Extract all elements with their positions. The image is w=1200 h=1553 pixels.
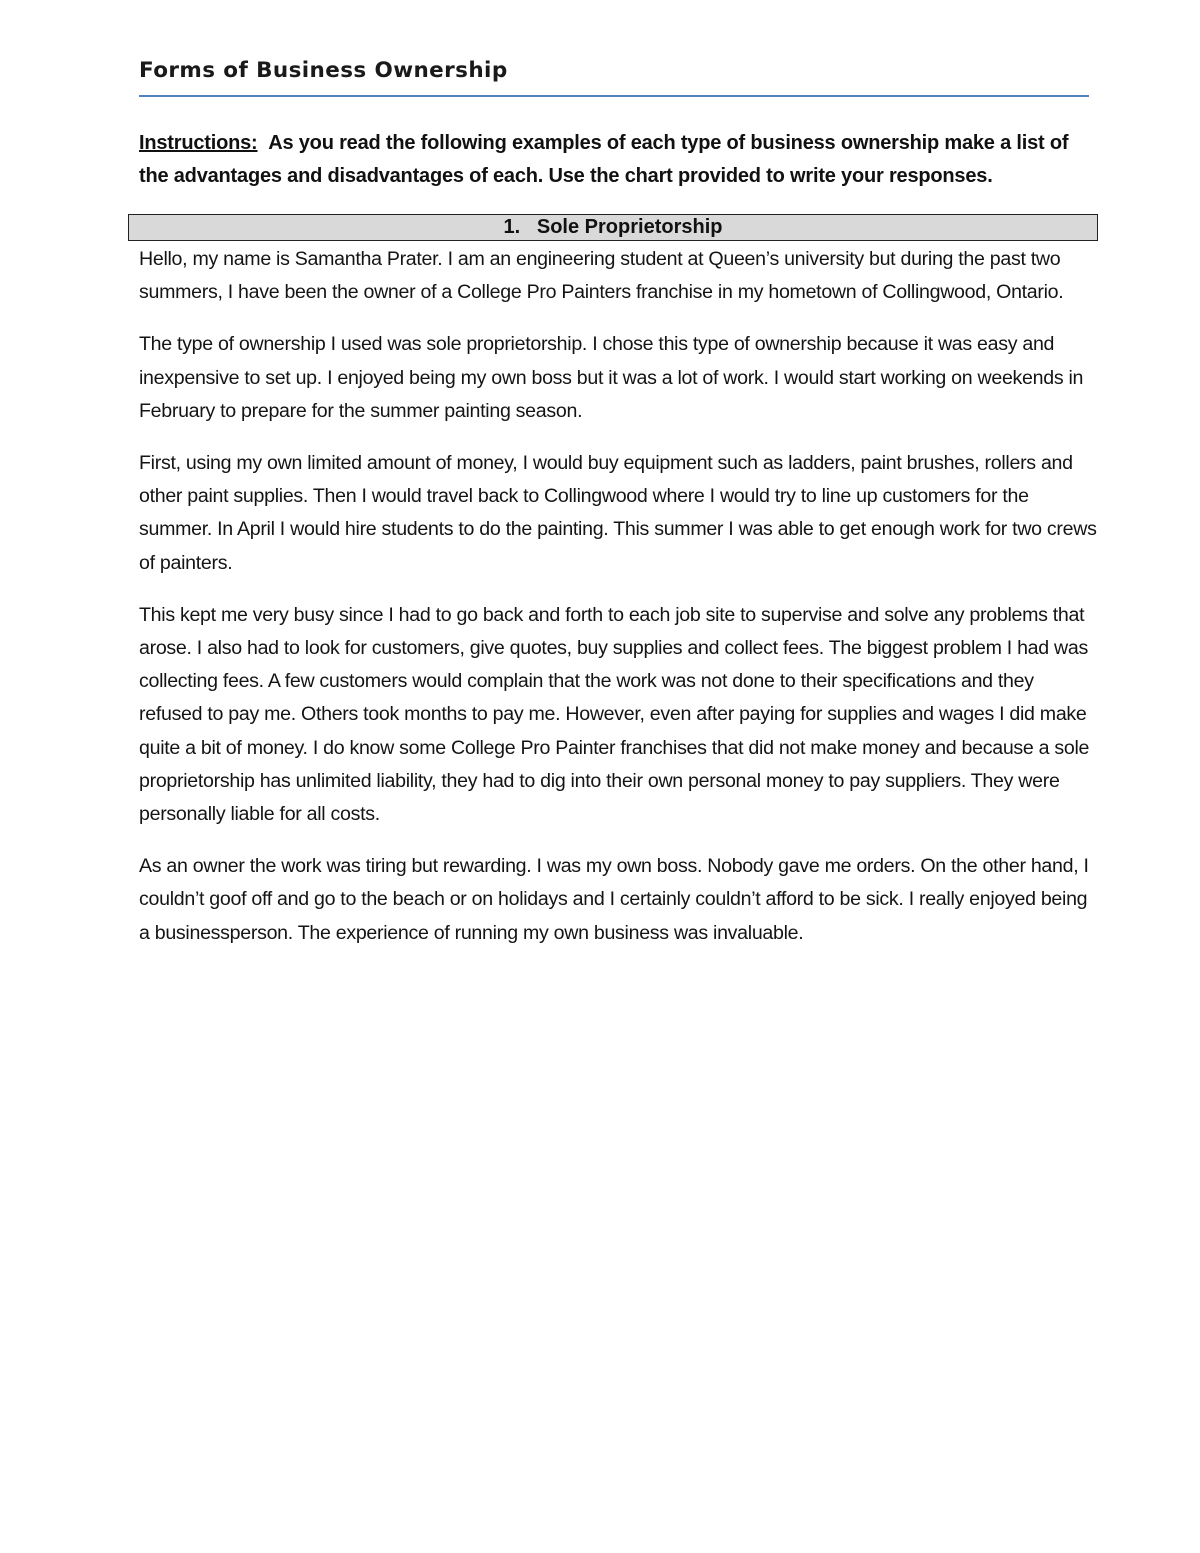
instructions-block xyxy=(139,127,1094,193)
paragraph-1: Hello, my name is Samantha Prater. I am an engineering student at Queen’s university but during the past two summers, I have been the owner of a College Pro Painters franchise in my hometown of Collingwood, Ontario. xyxy=(139,248,1064,304)
instructions-label: Instructions: xyxy=(139,132,258,154)
instructions-text: As you read the following examples of each type of business ownership make a list of the advantages and disadvantages of each. Use the chart provided to write your responses. xyxy=(139,132,1069,187)
paragraph-3: First, using my own limited amount of money, I would buy equipment such as ladders, paint brushes, rollers and other paint supplies. Then I would travel back to Collingwood where I would try to line up customers for the summer. In April I would hire students to do the painting. This summer I was able to get enough work for two crews of painters. xyxy=(139,452,1097,574)
body-text xyxy=(139,243,1097,969)
document-title: Forms of Business Ownership xyxy=(139,58,508,83)
section-number: 1. xyxy=(503,216,521,238)
section-heading: Sole Proprietorship xyxy=(536,216,723,238)
paragraph-5: As an owner the work was tiring but rewarding. I was my own boss. Nobody gave me orders. On the other hand, I couldn’t goof off and go to the beach or on holidays and I certainly couldn’t afford to be sick. I really enjoyed being a businessperson. The experience of running my own business was invaluable. xyxy=(139,855,1089,944)
title-underline-rule xyxy=(139,95,1089,97)
paragraph-4: This kept me very busy since I had to go back and forth to each job site to supervise and solve any problems that arose. I also had to look for customers, give quotes, buy supplies and collect fees. The biggest problem I had was collecting fees. A few customers would complain that the work was not done to their specifications and they refused to pay me. Others took months to pay me. However, even after paying for supplies and wages I did make quite a bit of money. I do know some College Pro Painter franchises that did not make money and because a sole proprietorship has unlimited liability, they had to dig into their own personal money to pay suppliers. They were personally liable for all costs. xyxy=(139,603,1090,826)
paragraph-2: The type of ownership I used was sole proprietorship. I chose this type of ownership because it was easy and inexpensive to set up. I enjoyed being my own boss but it was a lot of work. I would start working on weekends in February to prepare for the summer painting season. xyxy=(139,333,1084,422)
section-heading-bar xyxy=(128,214,1098,241)
